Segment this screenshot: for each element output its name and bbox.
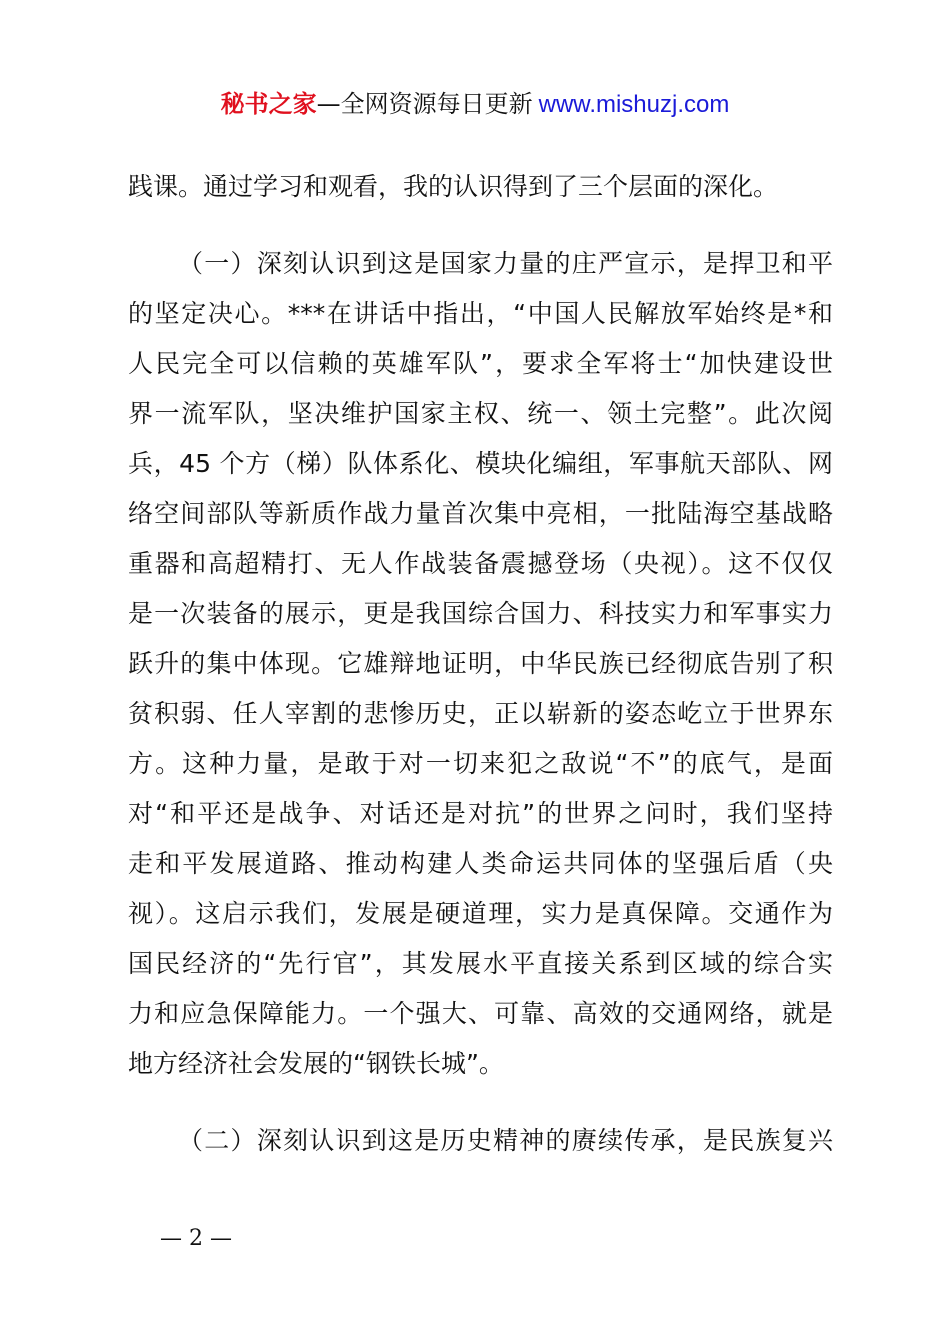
body-line: 重器和高超精打、无人作战装备震撼登场（央视）。这不仅仅 xyxy=(128,549,833,578)
site-header xyxy=(0,86,950,123)
site-url-link[interactable]: www.mishuzj.com xyxy=(538,91,730,118)
body-line: 兵，45 个方（梯）队体系化、模块化编组，军事航天部队、网 xyxy=(128,449,833,478)
body-line: 络空间部队等新质作战力量首次集中亮相，一批陆海空基战略 xyxy=(128,499,833,528)
body-line: 方。这种力量，是敢于对一切来犯之敌说“不”的底气，是面 xyxy=(128,749,833,778)
body-line: 跃升的集中体现。它雄辩地证明，中华民族已经彻底告别了积 xyxy=(128,649,833,678)
body-line: 对“和平还是战争、对话还是对抗”的世界之问时，我们坚持 xyxy=(128,799,833,828)
body-line: 的坚定决心。***在讲话中指出，“中国人民解放军始终是*和 xyxy=(128,299,833,328)
body-line: 人民完全可以信赖的英雄军队”，要求全军将士“加快建设世 xyxy=(128,349,833,378)
body-line: 践课。通过学习和观看，我的认识得到了三个层面的深化。 xyxy=(128,172,779,201)
section-heading-line: （一）深刻认识到这是国家力量的庄严宣示，是捍卫和平 xyxy=(178,249,833,278)
body-line: 视）。这启示我们，发展是硬道理，实力是真保障。交通作为 xyxy=(128,899,833,928)
body-line: 界一流军队，坚决维护国家主权、统一、领土完整”。此次阅 xyxy=(128,399,833,428)
document-body xyxy=(128,162,833,1166)
body-line: 是一次装备的展示，更是我国综合国力、科技实力和军事实力 xyxy=(128,599,833,628)
body-line: 国民经济的“先行官”，其发展水平直接关系到区域的综合实 xyxy=(128,949,833,978)
section-heading-line: （二）深刻认识到这是历史精神的赓续传承，是民族复兴 xyxy=(178,1126,833,1155)
header-tagline: —全网资源每日更新 xyxy=(316,90,533,118)
body-line: 力和应急保障能力。一个强大、可靠、高效的交通网络，就是 xyxy=(128,999,833,1028)
body-line: 贫积弱、任人宰割的悲惨历史，正以崭新的姿态屹立于世界东 xyxy=(128,699,833,728)
body-line: 地方经济社会发展的“钢铁长城”。 xyxy=(128,1049,504,1078)
brand-name: 秘书之家 xyxy=(220,90,317,118)
body-line: 走和平发展道路、推动构建人类命运共同体的坚强后盾（央 xyxy=(128,849,833,878)
page-number: — 2 — xyxy=(160,1226,232,1251)
